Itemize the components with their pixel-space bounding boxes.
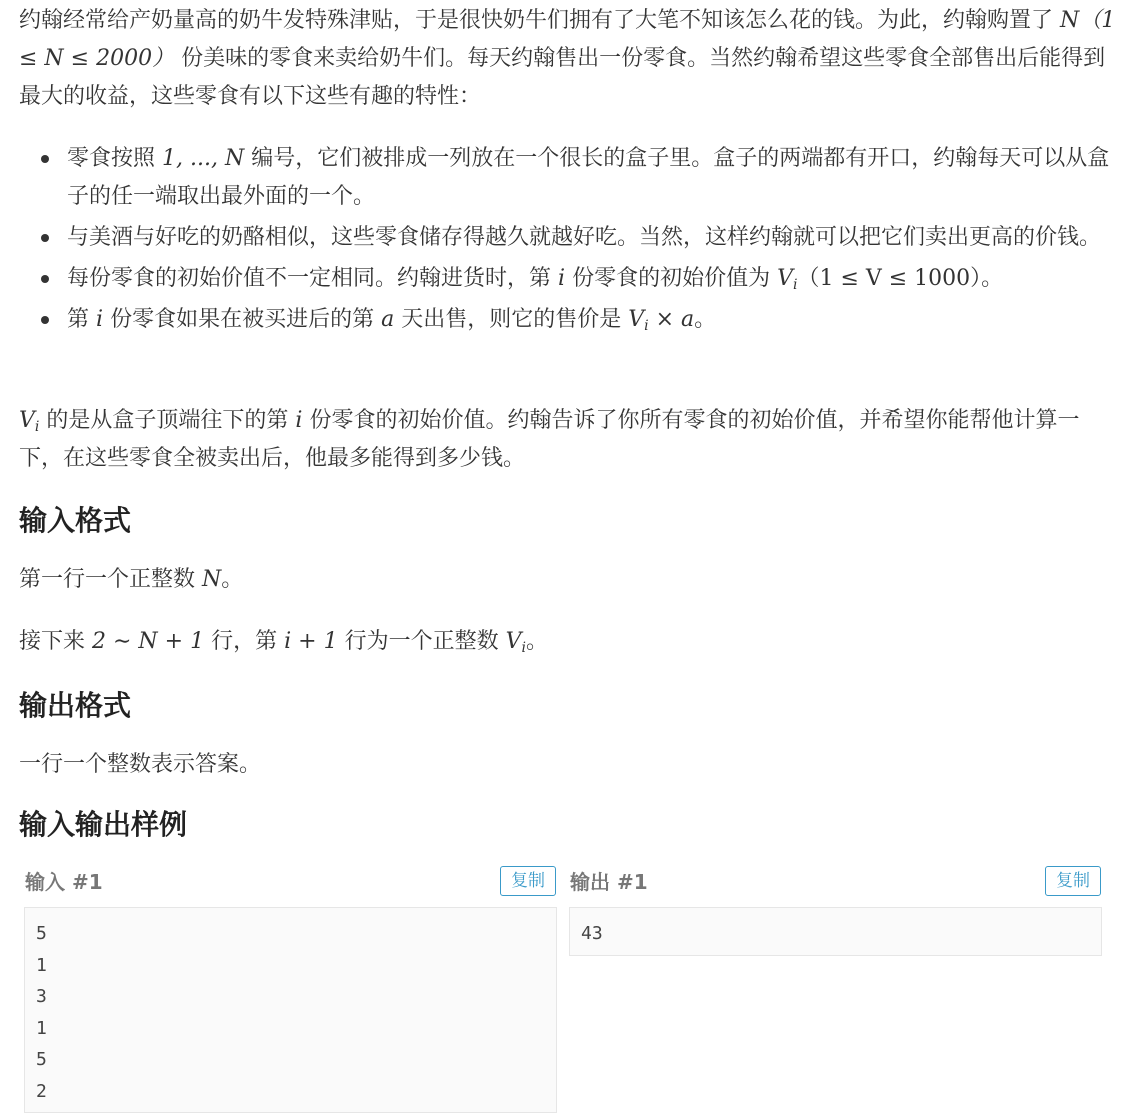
code-line: 1 <box>36 1017 47 1039</box>
input-format-line-1: 第一行一个正整数 N。 <box>19 567 244 592</box>
input-format-line-2: 接下来 2 ∼ N + 1 行，第 i + 1 行为一个正整数 $V_i$。 <box>19 629 548 656</box>
intro-text-2: 份美味的零食来卖给奶牛们。每天约翰售出一份零食。当然约翰希望这些零食全部售出后能得到最大的收益，这些零食有以下这些有趣的特性： <box>19 46 1106 109</box>
code-line: 2 <box>36 1080 47 1102</box>
sample-output-box <box>569 907 1102 956</box>
sample-output-title: 输出 #1 <box>570 870 648 894</box>
code-line: 1 <box>36 954 47 976</box>
code-line: 43 <box>581 923 603 944</box>
output-format-text: 一行一个整数表示答案。 <box>19 752 262 777</box>
input-format-heading: 输入格式 <box>19 504 132 537</box>
intro-text-1: 约翰经常给产奶量高的奶牛发特殊津贴，于是很快奶牛们拥有了大笔不知该怎么花的钱。为此，约翰购置了 <box>19 8 1054 33</box>
copy-output-button[interactable]: 复制 <box>1045 866 1101 896</box>
sample-input-title: 输入 #1 <box>25 870 103 894</box>
code-line: 5 <box>36 1049 47 1070</box>
list-item: 第 i 份零食如果在被买进后的第 a 天出售，则它的售价是 $V_i \times a$。 <box>19 301 1119 339</box>
sample-input-box <box>24 907 557 1113</box>
list-item: 与美酒与好吃的奶酪相似，这些零食储存得越久就越好吃。当然，这样约翰就可以把它们卖出更高的价钱。 <box>19 219 1119 257</box>
samples-heading: 输入输出样例 <box>19 808 188 841</box>
output-format-heading: 输出格式 <box>19 689 132 722</box>
list-item: 每份零食的初始价值不一定相同。约翰进货时，第 i 份零食的初始价值为 $V_i(1 \le V \le 1000)$。 <box>19 260 1119 298</box>
copy-input-button[interactable]: 复制 <box>500 866 556 896</box>
intro-paragraph <box>19 2 1119 116</box>
snack-properties-list <box>19 140 1119 342</box>
summary-paragraph: $V_i$ 的是从盒子顶端往下的第 i 份零食的初始价值。约翰告诉了你所有零食的初始价值，并希望你能帮他计算一下，在这些零食全被卖出后，他最多能得到多少钱。 <box>19 408 1080 471</box>
code-line: 5 <box>36 923 47 944</box>
intro-n-range: N（1 ≤ N ≤ 2000） <box>19 8 1116 71</box>
code-line: 3 <box>36 986 47 1007</box>
list-item: 零食按照 1, ..., N 编号，它们被排成一列放在一个很长的盒子里。盒子的两端都有开口，约翰每天可以从盒子的任一端取出最外面的一个。 <box>19 140 1119 216</box>
